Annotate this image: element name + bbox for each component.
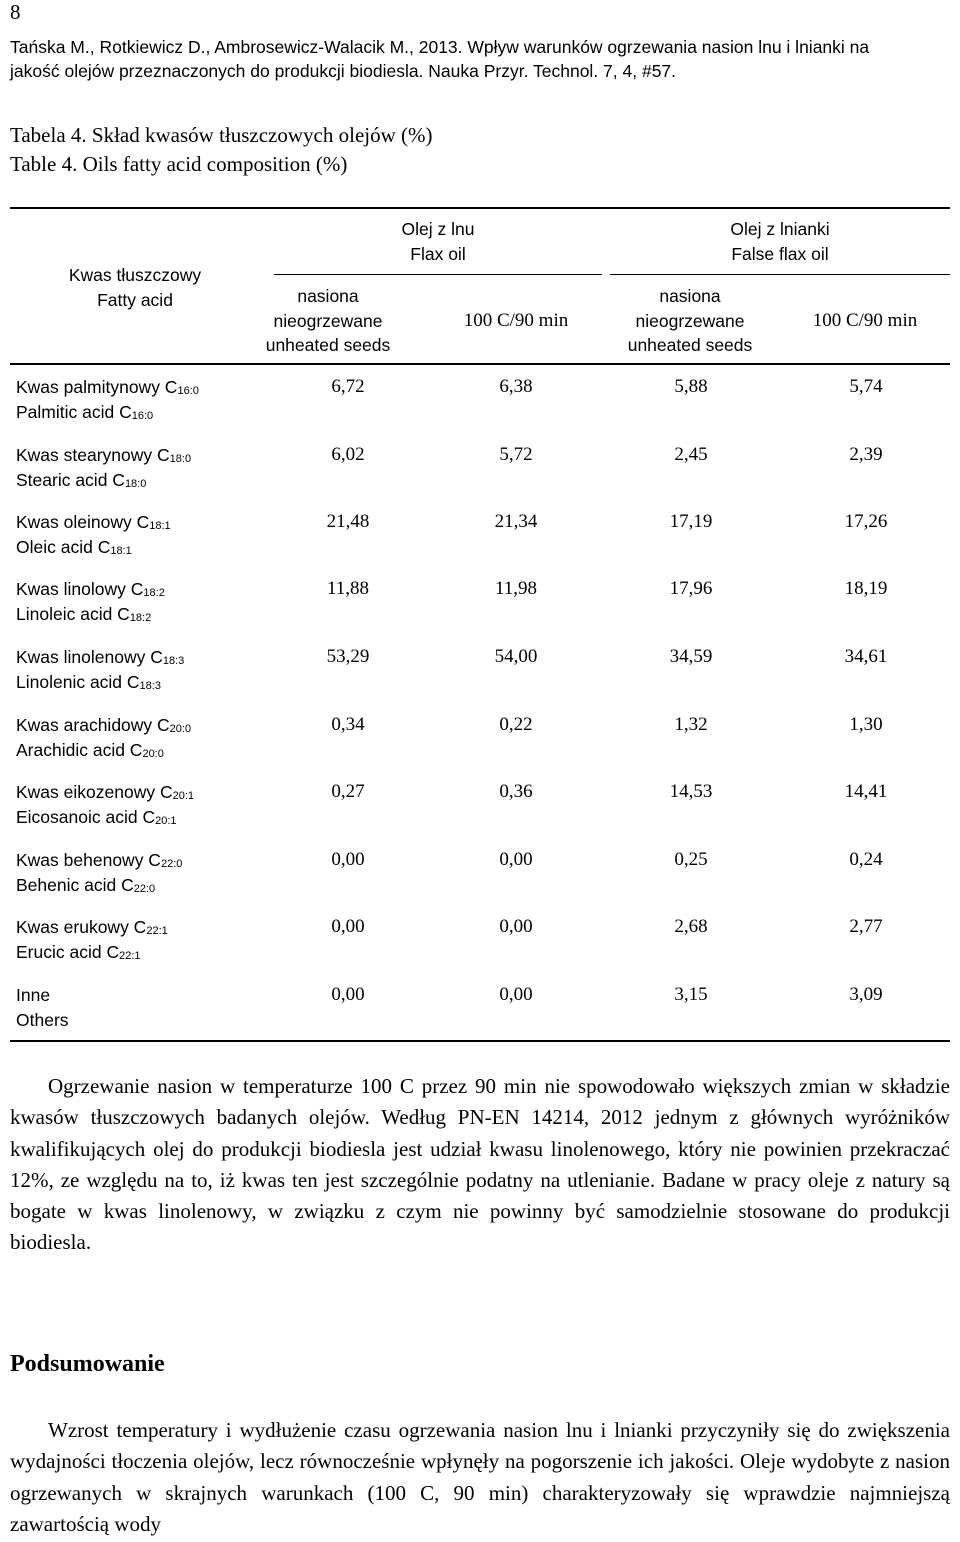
header-false-flax-oil-pl: Olej z lnianki <box>730 219 830 239</box>
page-number: 8 <box>10 0 21 24</box>
cell-flax-unheated: 21,48 <box>326 511 370 532</box>
table-row-oleic <box>10 510 950 570</box>
cell-flax-heated: 0,00 <box>499 916 533 937</box>
citation-header <box>10 35 950 83</box>
group-rule-flax <box>274 274 602 275</box>
section-title-summary: Podsumowanie <box>10 1351 165 1377</box>
cell-flax-unheated: 0,00 <box>331 849 365 870</box>
header-flax-oil-en: Flax oil <box>410 243 466 264</box>
row-label: Kwas arachidowy $C_{20:0}$ Arachidic acid $C_{20:0}$ <box>16 715 192 760</box>
table-caption-en: Table 4. Oils fatty acid composition (%) <box>10 152 348 176</box>
table-row-erucic <box>10 915 950 975</box>
cell-flax-heated: 6,38 <box>499 376 533 397</box>
cell-false-flax-unheated: 17,96 <box>669 578 713 599</box>
cell-flax-unheated: 6,72 <box>331 376 365 397</box>
cell-false-flax-unheated: 17,19 <box>669 511 713 532</box>
cell-false-flax-heated: 34,61 <box>844 646 888 667</box>
header-flax-oil <box>274 217 602 266</box>
header-bottom-rule <box>10 363 950 365</box>
header-flax-unheated <box>258 284 398 358</box>
header-unheated-line-3: unheated seeds <box>265 335 391 355</box>
citation-line-1: Tańska M., Rotkiewicz D., Ambrosewicz-Walacik M., 2013. Wpływ warunków ogrzewania nasion lnu i lnianki na <box>10 37 870 57</box>
cell-flax-heated: 0,00 <box>499 984 533 1005</box>
cell-flax-unheated: 0,00 <box>331 916 365 937</box>
row-label: Inne Others <box>16 985 69 1030</box>
cell-false-flax-unheated: 34,59 <box>669 646 713 667</box>
header-false-flax-oil-en: False flax oil <box>731 243 829 264</box>
cell-flax-heated: 54,00 <box>494 646 538 667</box>
header-unheated-line-1: nasiona <box>297 286 359 306</box>
cell-flax-unheated: 53,29 <box>326 646 370 667</box>
header-unheated-line-2: nieogrzewane <box>635 310 745 331</box>
cell-flax-heated: 21,34 <box>494 511 538 532</box>
cell-false-flax-unheated: 2,68 <box>674 916 708 937</box>
row-label: Kwas eikozenowy $C_{20:1}$ Eicosanoic acid $C_{20:1}$ <box>16 782 195 827</box>
header-flax-heated: 100 C/90 min <box>463 310 569 331</box>
cell-flax-heated: 0,00 <box>499 849 533 870</box>
cell-false-flax-heated: 2,39 <box>849 444 883 465</box>
row-label: Kwas linolenowy $C_{18:3}$ Linolenic acid $C_{18:3}$ <box>16 647 185 692</box>
cell-flax-heated: 0,22 <box>499 714 533 735</box>
cell-flax-unheated: 11,88 <box>326 578 370 599</box>
group-rule-false-flax <box>610 274 950 275</box>
cell-flax-heated: 0,36 <box>499 781 533 802</box>
cell-flax-unheated: 0,34 <box>331 714 365 735</box>
cell-flax-unheated: 0,00 <box>331 984 365 1005</box>
row-label: Kwas palmitynowy $C_{16:0}$ Palmitic acid $C_{16:0}$ <box>16 377 199 422</box>
table-caption-pl: Tabela 4. Skład kwasów tłuszczowych olejów (%) <box>10 123 433 147</box>
header-fatty-acid <box>10 263 260 312</box>
header-false-flax-heated: 100 C/90 min <box>812 310 918 331</box>
cell-false-flax-heated: 0,24 <box>849 849 883 870</box>
header-fatty-acid-en: Fatty acid <box>97 289 173 310</box>
table-row-eicosanoic <box>10 780 950 840</box>
cell-false-flax-heated: 17,26 <box>844 511 888 532</box>
table-row-palmitic <box>10 375 950 435</box>
results-paragraph: Ogrzewanie nasion w temperaturze 100 C przez 90 min nie spowodowało większych zmian w składzie kwasów tłuszczowych badanych olejów. Według PN-EN 14214, 2012 jednym z głównych wyróżników kwalifikujących olej do produkcji biodiesla jest udział kwasu linolenowego, który nie powinien przekraczać 12%, ze względu na to, iż kwas ten jest szczególnie podatny na utlenianie. Badane w pracy oleje z natury są bogate w kwas linolenowy, w związku z czym nie powinny być samodzielnie stosowane do produkcji biodiesla. <box>10 1074 950 1255</box>
cell-false-flax-unheated: 3,15 <box>674 984 708 1005</box>
cell-false-flax-heated: 14,41 <box>844 781 888 802</box>
header-unheated-line-1: nasiona <box>659 286 721 306</box>
cell-false-flax-unheated: 14,53 <box>669 781 713 802</box>
header-unheated-line-3: unheated seeds <box>627 335 753 355</box>
row-label: Kwas stearynowy $C_{18:0}$ Stearic acid $C_{18:0}$ <box>16 445 192 490</box>
table-row-stearic <box>10 443 950 503</box>
table-row-linolenic <box>10 645 950 705</box>
header-fatty-acid-pl: Kwas tłuszczowy <box>68 265 202 285</box>
cell-false-flax-unheated: 2,45 <box>674 444 708 465</box>
cell-false-flax-heated: 5,74 <box>849 376 883 397</box>
cell-flax-heated: 5,72 <box>499 444 533 465</box>
cell-false-flax-heated: 3,09 <box>849 984 883 1005</box>
table-top-rule <box>10 207 950 209</box>
cell-false-flax-unheated: 5,88 <box>674 376 708 397</box>
cell-false-flax-heated: 18,19 <box>844 578 888 599</box>
cell-false-flax-heated: 1,30 <box>849 714 883 735</box>
summary-paragraph: Wzrost temperatury i wydłużenie czasu ogrzewania nasion lnu i lnianki przyczyniły się do zwiększenia wydajności tłoczenia olejów, lecz równocześnie wpłynęły na pogorszenie ich jakości. Oleje wydobyte z nasion ogrzewanych w skrajnych warunkach (100 C, 90 min) charakteryzowały się wprawdzie najmniejszą zawartością wody <box>10 1418 950 1536</box>
header-unheated-line-2: nieogrzewane <box>273 310 383 331</box>
fatty-acid-table <box>10 207 950 1042</box>
row-label: Kwas behenowy $C_{22:0}$ Behenic acid $C_{22:0}$ <box>16 850 183 895</box>
header-false-flax-oil <box>610 217 950 266</box>
cell-flax-unheated: 0,27 <box>331 781 365 802</box>
cell-flax-heated: 11,98 <box>494 578 538 599</box>
table-row-linoleic <box>10 577 950 637</box>
table-caption <box>10 121 433 179</box>
cell-flax-unheated: 6,02 <box>331 444 365 465</box>
row-label: Kwas oleinowy $C_{18:1}$ Oleic acid $C_{18:1}$ <box>16 512 171 557</box>
table-row-behenic <box>10 848 950 908</box>
row-label: Kwas erukowy $C_{22:1}$ Erucic acid $C_{22:1}$ <box>16 917 168 962</box>
table-row-arachidic <box>10 713 950 773</box>
citation-line-2: jakość olejów przeznaczonych do produkcji biodiesla. Nauka Przyr. Technol. 7, 4, #57. <box>10 61 677 81</box>
cell-false-flax-unheated: 0,25 <box>674 849 708 870</box>
header-flax-oil-pl: Olej z lnu <box>401 219 475 239</box>
header-false-flax-unheated <box>620 284 760 358</box>
cell-false-flax-heated: 2,77 <box>849 916 883 937</box>
row-label: Kwas linolowy $C_{18:2}$ Linoleic acid $C_{18:2}$ <box>16 579 165 624</box>
cell-false-flax-unheated: 1,32 <box>674 714 708 735</box>
table-row-others <box>10 983 950 1043</box>
